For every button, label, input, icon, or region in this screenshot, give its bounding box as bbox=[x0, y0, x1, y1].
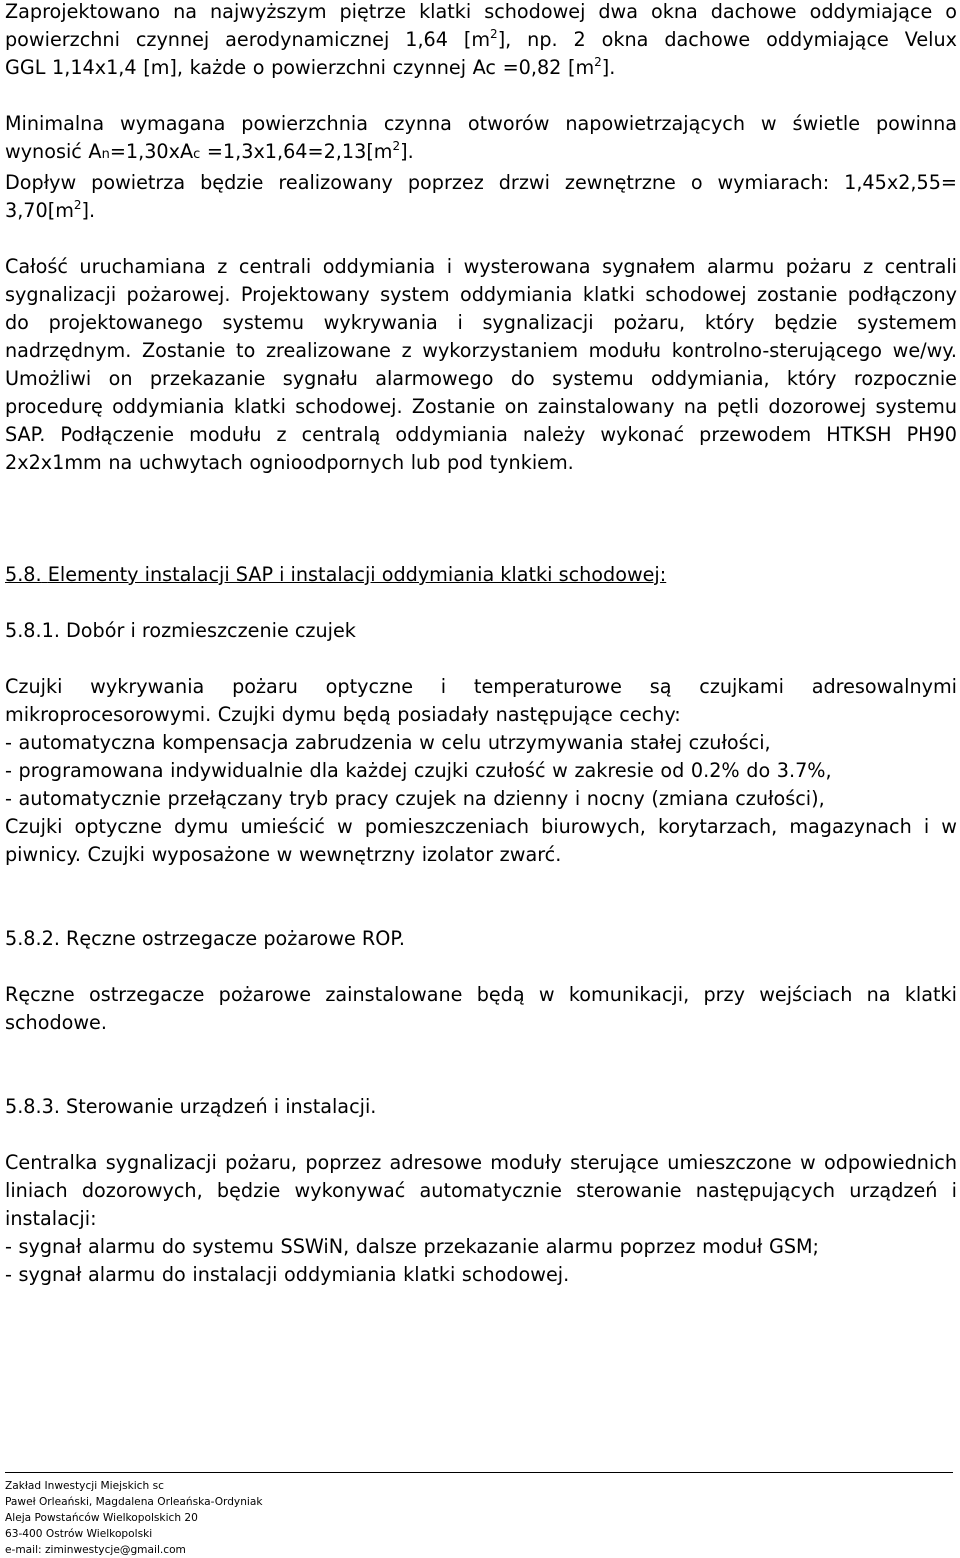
paragraph-smoke-windows bbox=[5, 0, 957, 82]
document-page bbox=[5, 0, 957, 1289]
section-heading-5-8-2: 5.8.2. Ręczne ostrzegacze pożarowe ROP. bbox=[5, 927, 405, 950]
paragraph-control-system: Całość uruchamiana z centrali oddymiania i wysterowana sygnałem alarmu pożaru z centrali sygnalizacji pożarowej. Projektowany system oddymiania klatki schodowej zostanie podłączony do projektowanego systemu wykrywania i sygnalizacji pożaru, który będzie systemem nadrzędnym. Zostanie to zrealizowane z wykorzystaniem modułu kontrolno-sterującego we/wy. Umożliwi on przekazanie sygnału alarmowego do systemu oddymiania, który rozpocznie procedurę oddymiania klatki schodowej. Zostanie on zainstalowany na pętli dozorowej systemu SAP. Podłączenie modułu z centralą oddymiania należy wykonać przewodem HTKSH PH90 2x2x1mm na uchwytach ognioodpornych lub pod tynkiem. bbox=[5, 255, 957, 474]
text-line bbox=[5, 197, 957, 225]
text-fragment: ]. bbox=[601, 56, 616, 79]
list-item: - sygnał alarmu do instalacji oddymiania klatki schodowej. bbox=[5, 1263, 570, 1286]
paragraph-device-control: Centralka sygnalizacji pożaru, poprzez adresowe moduły sterujące umieszczone w odpowiednich liniach dozorowych, będzie wykonywać automatycznie sterowanie następujących urządzeń i instalacji: bbox=[5, 1151, 957, 1230]
control-outputs-list bbox=[5, 1233, 957, 1289]
superscript: 2 bbox=[73, 198, 82, 212]
paragraph-air-inflow bbox=[5, 169, 957, 225]
text-fragment: powierzchni czynnej aerodynamicznej 1,64 [m bbox=[5, 28, 491, 51]
subscript: c bbox=[193, 147, 201, 162]
paragraph-detectors: Czujki wykrywania pożaru optyczne i temperaturowe są czujkami adresowalnymi mikroprocesorowymi. Czujki dymu będą posiadały następujące cechy: bbox=[5, 675, 957, 726]
superscript: 2 bbox=[392, 139, 401, 153]
page-footer bbox=[5, 1472, 953, 1558]
text-line bbox=[5, 138, 957, 169]
text-fragment: wynosić A bbox=[5, 140, 102, 163]
paragraph-min-area bbox=[5, 110, 957, 169]
footer-city: 63-400 Ostrów Wielkopolski bbox=[5, 1528, 153, 1540]
footer-owners: Paweł Orleański, Magdalena Orleańska-Ordyniak bbox=[5, 1496, 263, 1508]
text-fragment: GGL 1,14x1,4 [m], każde o powierzchni czynnej Ac =0,82 [m bbox=[5, 56, 595, 79]
text-fragment: ], np. 2 okna dachowe oddymiające Velux bbox=[497, 28, 957, 51]
text-line: Zaprojektowano na najwyższym piętrze klatki schodowej dwa okna dachowe oddymiające o bbox=[5, 0, 957, 23]
section-heading-5-8-3: 5.8.3. Sterowanie urządzeń i instalacji. bbox=[5, 1095, 377, 1118]
text-line: Minimalna wymagana powierzchnia czynna otworów napowietrzających w świetle powinna bbox=[5, 112, 957, 135]
text-fragment: =1,30xA bbox=[109, 140, 194, 163]
superscript: 2 bbox=[490, 27, 498, 41]
paragraph-detector-placement: Czujki optyczne dymu umieścić w pomieszczeniach biurowych, korytarzach, magazynach i w piwnicy. Czujki wyposażone w wewnętrzny izolator zwarć. bbox=[5, 815, 957, 866]
text-line bbox=[5, 26, 957, 54]
text-fragment: ]. bbox=[81, 199, 96, 222]
footer-company: Zakład Inwestycji Miejskich sc bbox=[5, 1480, 164, 1492]
list-item: - automatyczna kompensacja zabrudzenia w celu utrzymywania stałej czułości, bbox=[5, 731, 771, 754]
detector-features-list bbox=[5, 729, 957, 813]
section-heading-5-8 bbox=[5, 561, 957, 589]
text-fragment: ]. bbox=[400, 140, 414, 163]
text-fragment: =1,3x1,64=2,13[m bbox=[200, 140, 393, 163]
text-fragment: 3,70[m bbox=[5, 199, 74, 222]
subscript: n bbox=[101, 147, 110, 162]
list-item: - automatycznie przełączany tryb pracy czujek na dzienny i nocny (zmiana czułości), bbox=[5, 787, 825, 810]
footer-email: e-mail: ziminwestycje@gmail.com bbox=[5, 1544, 186, 1556]
list-item: - sygnał alarmu do systemu SSWiN, dalsze przekazanie alarmu poprzez moduł GSM; bbox=[5, 1235, 820, 1258]
section-title: Elementy instalacji SAP i instalacji oddymiania klatki schodowej: bbox=[47, 563, 667, 586]
section-heading-5-8-1: 5.8.1. Dobór i rozmieszczenie czujek bbox=[5, 619, 356, 642]
paragraph-manual-call-points: Ręczne ostrzegacze pożarowe zainstalowane będą w komunikacji, przy wejściach na klatki schodowe. bbox=[5, 983, 957, 1034]
footer-street: Aleja Powstańców Wielkopolskich 20 bbox=[5, 1512, 198, 1524]
list-item: - programowana indywidualnie dla każdej czujki czułość w zakresie od 0.2% do 3.7%, bbox=[5, 759, 832, 782]
section-number: 5.8. bbox=[5, 563, 42, 586]
text-line: Dopływ powietrza będzie realizowany poprzez drzwi zewnętrzne o wymiarach: 1,45x2,55= bbox=[5, 171, 957, 194]
superscript: 2 bbox=[594, 55, 602, 69]
text-line bbox=[5, 54, 957, 82]
